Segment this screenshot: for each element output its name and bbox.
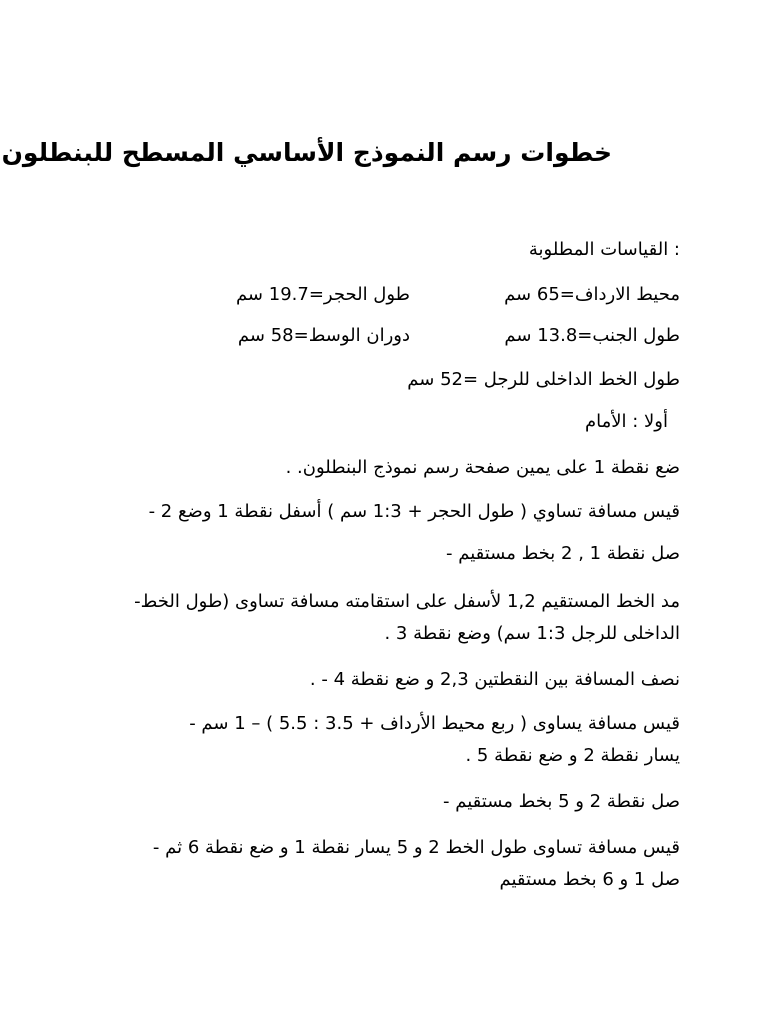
measurement-inseam: طول الخط الداخلى للرجل =52 سم — [407, 369, 680, 390]
step-line: قيس مسافة تساوي ( طول الحجر + 1:3 سم ) أسفل نقطة 1 وضع 2 - — [148, 501, 680, 522]
measurement-crotch: طول الحجر=19.7 سم — [235, 284, 410, 305]
step-3 — [90, 538, 680, 570]
step-line: الداخلى للرجل 1:3 سم) وضع نقطة 3 . — [384, 623, 680, 644]
measurement-row-2 — [220, 325, 680, 353]
step-line: قيس مسافة يساوى ( ربع محيط الأرداف + 3.5 : 5.5 ) – 1 سم - — [189, 713, 680, 734]
measurement-waist: دوران الوسط=58 سم — [237, 325, 410, 346]
step-line: مد الخط المستقيم 1,2 لأسفل على استقامته مسافة تساوى (طول الخط- — [134, 591, 680, 612]
step-line: صل نقطة 1 , 2 بخط مستقيم - — [446, 543, 680, 564]
step-line: قيس مسافة تساوى طول الخط 2 و 5 يسار نقطة 1 و ضع نقطة 6 ثم - — [152, 837, 680, 858]
document-title: خطوات رسم النموذج الأساسي المسطح للبنطلون — [1, 138, 612, 167]
step-5 — [90, 664, 680, 696]
step-2 — [90, 496, 680, 528]
measurement-side: طول الجنب=13.8 سم — [504, 325, 680, 346]
step-line: صل نقطة 2 و 5 بخط مستقيم - — [443, 791, 680, 812]
step-line: صل 1 و 6 بخط مستقيم — [499, 869, 680, 890]
step-1 — [90, 452, 680, 484]
section-front-heading: أولا : الأمام — [584, 411, 668, 432]
step-line: نصف المسافة بين النقطتين 2,3 و ضع نقطة 4 - . — [309, 669, 680, 690]
step-6 — [90, 708, 680, 772]
step-4 — [90, 586, 680, 650]
step-8 — [90, 832, 680, 896]
step-7 — [90, 786, 680, 818]
step-line: يسار نقطة 2 و ضع نقطة 5 . — [465, 745, 680, 766]
step-line: ضع نقطة 1 على يمين صفحة رسم نموذج البنطلون. . — [285, 457, 680, 478]
measurement-hip: محيط الارداف=65 سم — [504, 284, 680, 305]
measurement-row-1 — [220, 284, 680, 312]
measurements-header: : القياسات المطلوبة — [528, 239, 680, 260]
